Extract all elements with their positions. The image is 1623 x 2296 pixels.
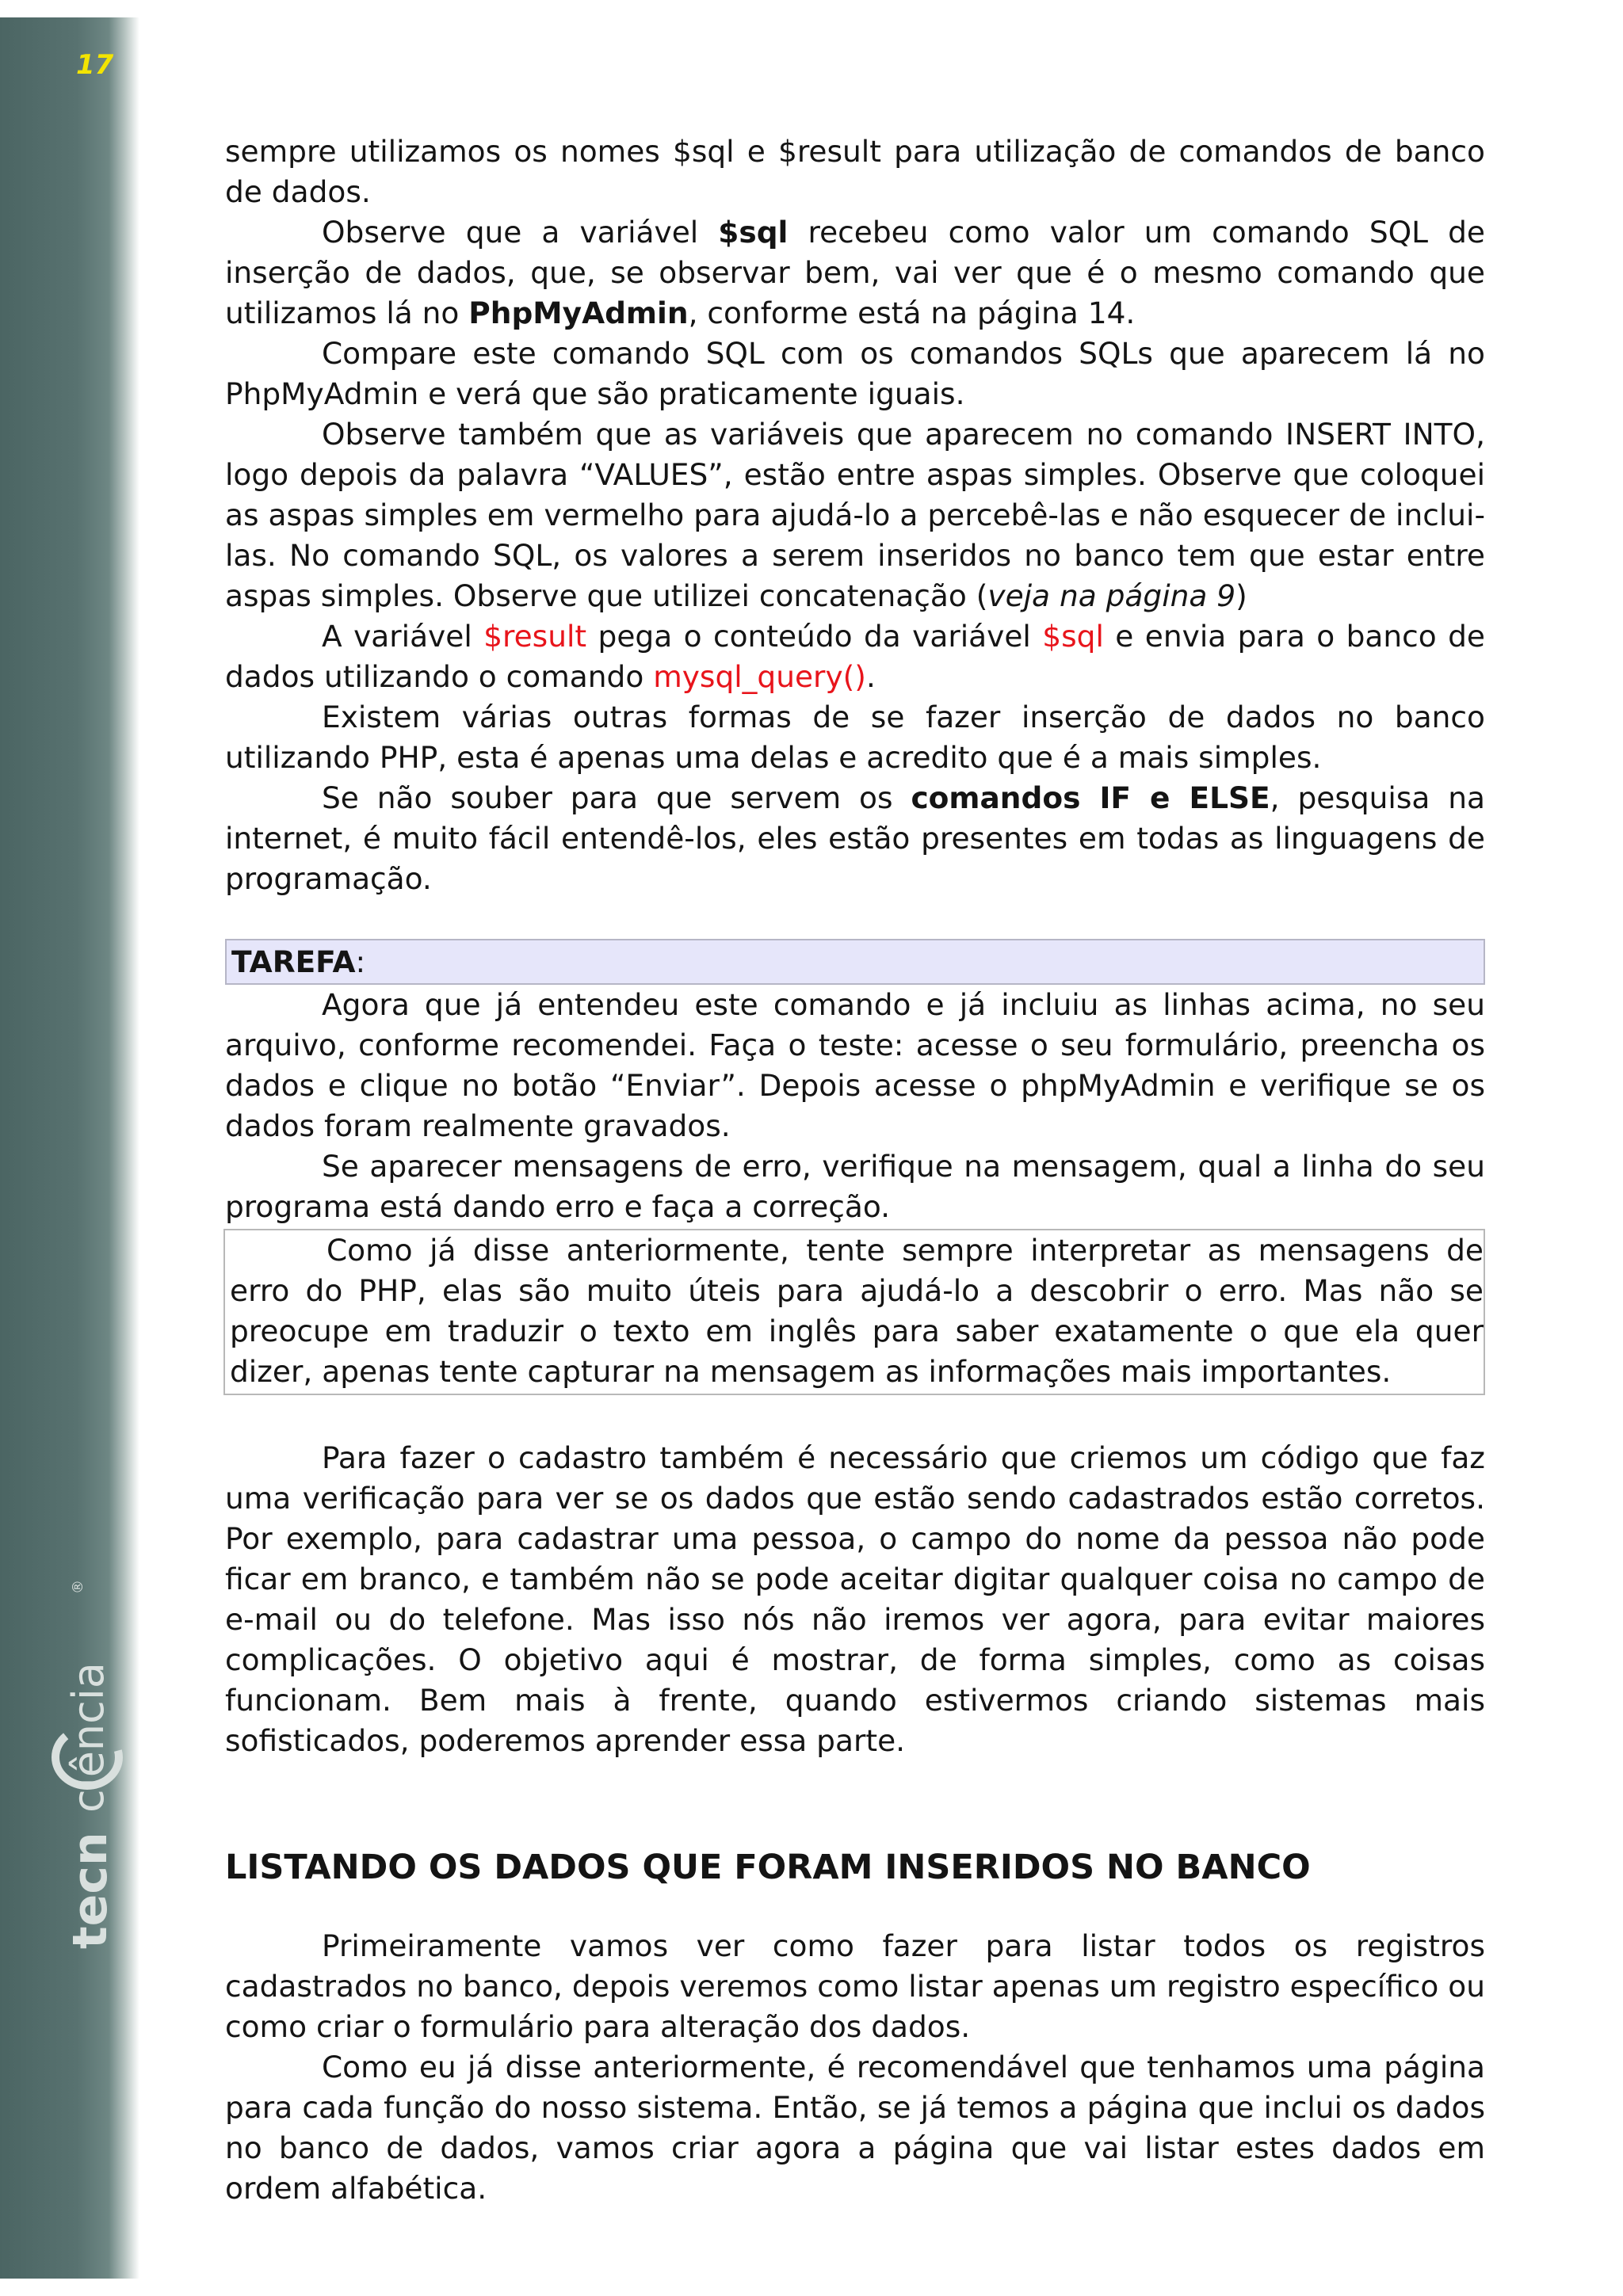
tarefa-header: TAREFA: — [225, 939, 1485, 985]
page-content — [225, 132, 1485, 2209]
section-paragraph-list: Primeiramente vamos ver como fazer para listar todos os registros cadastrados no banco, depois veremos como listar apenas um registro específico ou como criar o formulário para alteração dos dados. — [225, 1928, 1485, 2044]
paragraph-other-forms: Existem várias outras formas de se fazer inserção de dados no banco utilizando PHP, esta é apenas uma delas e acredito que é a mais simples. — [225, 700, 1485, 775]
logo-registered-mark: ® — [70, 1580, 86, 1594]
paragraph-sql-variable: Observe que a variável $sql recebeu como valor um comando SQL de inserção de dados, que, se observar bem, vai ver que é o mesmo comando que utilizamos lá no PhpMyAdmin, conforme está na página 14. — [225, 215, 1485, 330]
paragraph-if-else: Se não souber para que servem os comandos IF e ELSE, pesquisa na internet, é muito fácil entendê-los, eles estão presentes em todas as linguagens de programação. — [225, 780, 1485, 896]
paragraph-validation: Para fazer o cadastro também é necessário que criemos um código que faz uma verificação para ver se os dados que estão sendo cadastrados estão corretos. Por exemplo, para cadastrar uma pessoa, o campo do nome da pessoa não pode ficar em branco, e também não se pode aceitar digitar qualquer coisa no campo de e-mail ou do telefone. Mas isso nós não iremos ver agora, para evitar maiores complicações. O objetivo aqui é mostrar, de forma simples, como as coisas funcionam. Bem mais à frente, quando estivermos criando sistemas mais sofisticados, poderemos aprender essa parte. — [225, 1440, 1485, 1758]
section-heading: LISTANDO OS DADOS QUE FORAM INSERIDOS NO BANCO — [225, 1848, 1311, 1887]
note-text: Como já disse anteriormente, tente sempre interpretar as mensagens de erro do PHP, elas são muito úteis para ajudá-lo a descobrir o erro. Mas não se preocupe em traduzir o texto em inglês para saber exatamente o que ela quer dizer, apenas tente capturar na mensagem as informações mais importantes. — [230, 1233, 1484, 1389]
tarefa-paragraph-test: Agora que já entendeu este comando e já incluiu as linhas acima, no seu arquivo, conforme recomendei. Faça o teste: acesse o seu formulário, preencha os dados e clique no botão “Enviar”. Depois acesse o phpMyAdmin e verifique se os dados foram realmente gravados. — [225, 987, 1485, 1143]
tarefa-paragraph-errors: Se aparecer mensagens de erro, verifique na mensagem, qual a linha do seu programa está dando erro e faça a correção. — [225, 1149, 1485, 1224]
logo-text-prefix: tecn — [63, 1832, 118, 1949]
page-number: 17 — [76, 49, 114, 81]
paragraph-result-variable: A variável $result pega o conteúdo da variável $sql e envia para o banco de dados utilizando o comando mysql_query(). — [225, 619, 1485, 694]
note-box — [223, 1229, 1485, 1395]
paragraph-quotes: Observe também que as variáveis que aparecem no comando INSERT INTO, logo depois da palavra “VALUES”, estão entre aspas simples. Observe que coloquei as aspas simples em vermelho para ajudá-lo a percebê-las e não esquecer de inclui-las. No comando SQL, os valores a serem inseridos no banco tem que estar entre aspas simples. Observe que utilizei concatenação (veja na página 9) — [225, 417, 1485, 613]
paragraph-compare: Compare este comando SQL com os comandos SQLs que aparecem lá no PhpMyAdmin e verá que são praticamente iguais. — [225, 336, 1485, 411]
logo-text-suffix: ciência — [63, 1662, 113, 1813]
paragraph-intro: sempre utilizamos os nomes $sql e $result para utilização de comandos de banco de dados. — [225, 134, 1485, 209]
section-paragraph-page: Como eu já disse anteriormente, é recomendável que tenhamos uma página para cada função do nosso sistema. Então, se já temos a página que inclui os dados no banco de dados, vamos criar agora a página que vai listar estes dados em ordem alfabética. — [225, 2050, 1485, 2206]
tecnociencia-logo — [51, 1577, 138, 1957]
